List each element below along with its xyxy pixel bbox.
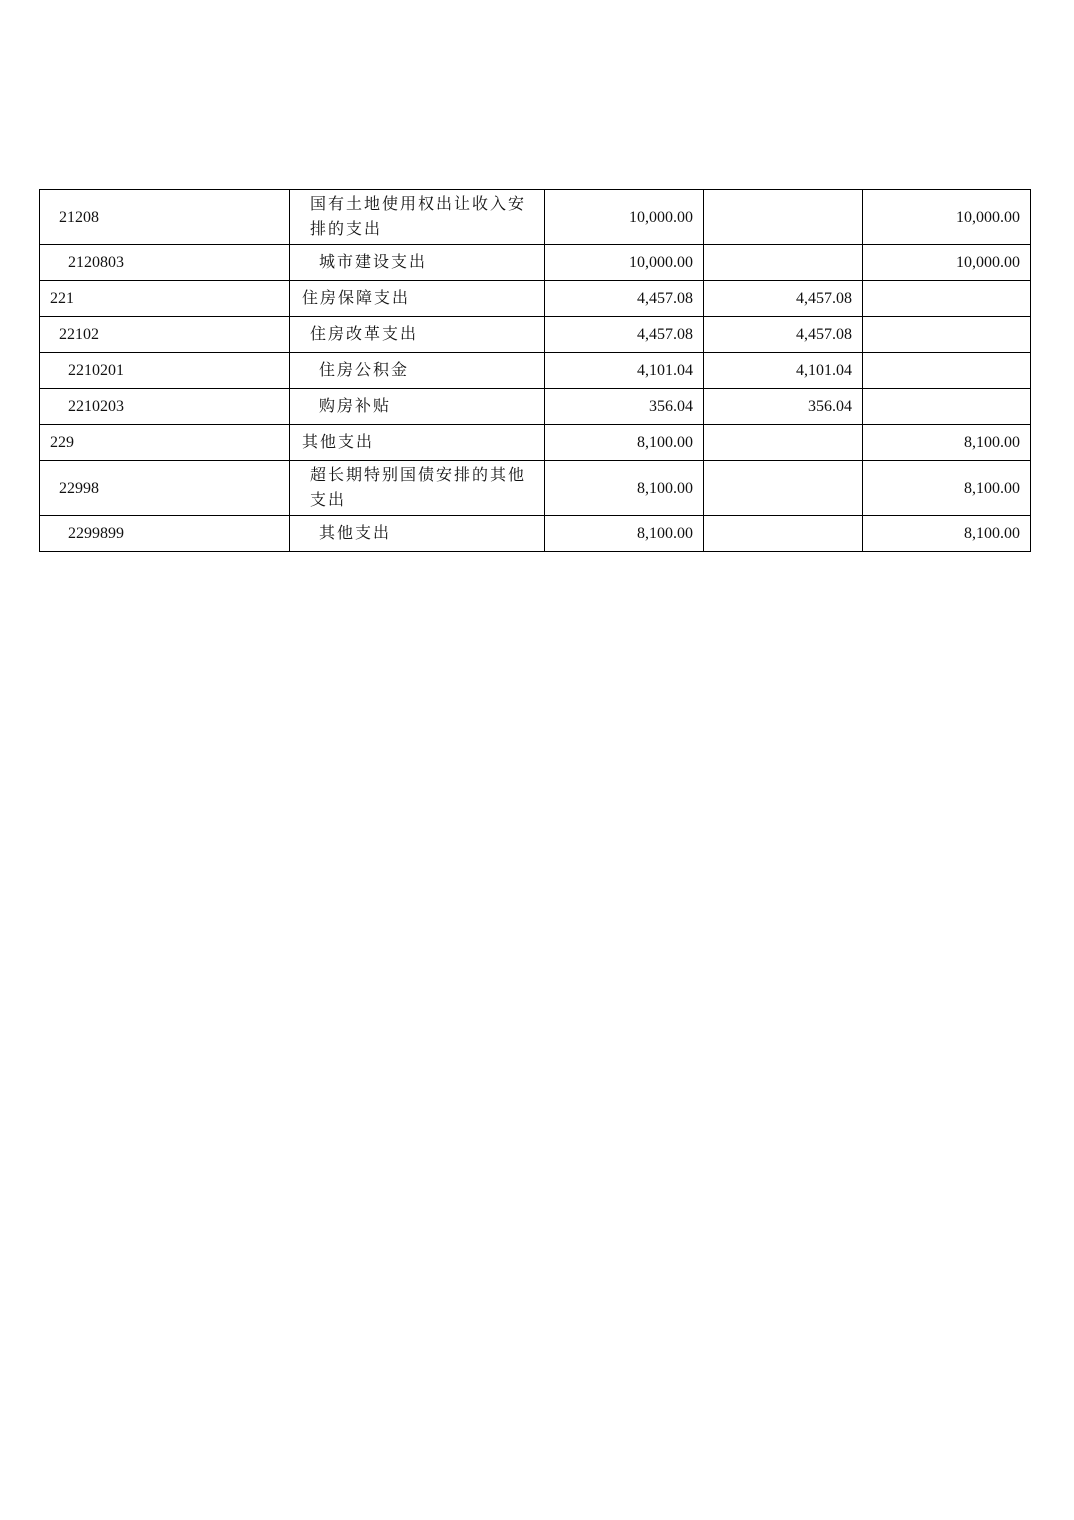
subject-code: 2210203 xyxy=(40,389,290,425)
amount-col-2 xyxy=(704,245,863,281)
amount-col-2: 4,457.08 xyxy=(704,281,863,317)
subject-code: 22102 xyxy=(40,317,290,353)
amount-col-3: 8,100.00 xyxy=(863,425,1031,461)
amount-col-3: 10,000.00 xyxy=(863,245,1031,281)
amount-col-3 xyxy=(863,281,1031,317)
amount-col-2 xyxy=(704,461,863,516)
table-row xyxy=(40,317,1031,353)
subject-name: 住房公积金 xyxy=(290,353,545,389)
table-row xyxy=(40,389,1031,425)
subject-name: 其他支出 xyxy=(290,425,545,461)
amount-col-3: 8,100.00 xyxy=(863,516,1031,552)
total-amount: 8,100.00 xyxy=(545,516,704,552)
subject-name: 城市建设支出 xyxy=(290,245,545,281)
amount-col-2: 4,457.08 xyxy=(704,317,863,353)
table-row xyxy=(40,461,1031,516)
subject-code: 21208 xyxy=(40,190,290,245)
amount-col-2 xyxy=(704,190,863,245)
amount-col-3 xyxy=(863,389,1031,425)
subject-name: 住房改革支出 xyxy=(290,317,545,353)
amount-col-2: 4,101.04 xyxy=(704,353,863,389)
subject-name: 住房保障支出 xyxy=(290,281,545,317)
total-amount: 4,101.04 xyxy=(545,353,704,389)
table-row xyxy=(40,425,1031,461)
total-amount: 356.04 xyxy=(545,389,704,425)
subject-code: 2299899 xyxy=(40,516,290,552)
amount-col-3: 8,100.00 xyxy=(863,461,1031,516)
subject-name: 国有土地使用权出让收入安排的支出 xyxy=(290,190,545,245)
subject-name: 超长期特别国债安排的其他支出 xyxy=(290,461,545,516)
amount-col-2: 356.04 xyxy=(704,389,863,425)
expenditure-table xyxy=(39,189,1031,552)
total-amount: 10,000.00 xyxy=(545,190,704,245)
amount-col-3 xyxy=(863,317,1031,353)
subject-name: 其他支出 xyxy=(290,516,545,552)
amount-col-3 xyxy=(863,353,1031,389)
amount-col-2 xyxy=(704,425,863,461)
table-row xyxy=(40,190,1031,245)
total-amount: 4,457.08 xyxy=(545,317,704,353)
subject-code: 2120803 xyxy=(40,245,290,281)
amount-col-2 xyxy=(704,516,863,552)
table-row xyxy=(40,353,1031,389)
total-amount: 8,100.00 xyxy=(545,461,704,516)
amount-col-3: 10,000.00 xyxy=(863,190,1031,245)
table-row xyxy=(40,281,1031,317)
table-row xyxy=(40,245,1031,281)
total-amount: 4,457.08 xyxy=(545,281,704,317)
subject-code: 2210201 xyxy=(40,353,290,389)
table-row xyxy=(40,516,1031,552)
subject-name: 购房补贴 xyxy=(290,389,545,425)
total-amount: 10,000.00 xyxy=(545,245,704,281)
subject-code: 22998 xyxy=(40,461,290,516)
subject-code: 221 xyxy=(40,281,290,317)
total-amount: 8,100.00 xyxy=(545,425,704,461)
subject-code: 229 xyxy=(40,425,290,461)
